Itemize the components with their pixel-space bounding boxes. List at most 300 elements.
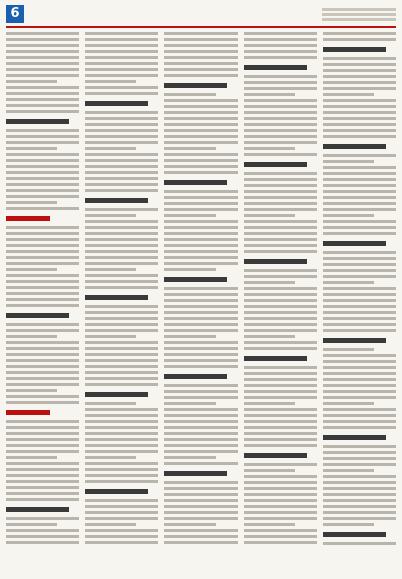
- column-3: [164, 32, 237, 573]
- text-line: [6, 498, 79, 501]
- text-line: [6, 80, 57, 83]
- text-line: [6, 517, 79, 520]
- text-line: [85, 117, 158, 120]
- text-line: [164, 462, 237, 465]
- text-line: [244, 87, 317, 90]
- text-line: [85, 129, 158, 132]
- text-line: [244, 469, 295, 472]
- text-line: [323, 105, 396, 108]
- text-line: [244, 141, 317, 144]
- text-line: [244, 347, 317, 350]
- text-line: [164, 123, 237, 126]
- text-line: [244, 444, 317, 447]
- subhead: [164, 277, 227, 282]
- text-line: [85, 317, 158, 320]
- text-line: [323, 517, 396, 520]
- text-line: [85, 468, 158, 471]
- text-line: [6, 86, 79, 89]
- text-line: [244, 232, 317, 235]
- text-line: [85, 92, 158, 95]
- text-line: [323, 366, 396, 369]
- text-line: [6, 62, 79, 65]
- text-line: [85, 214, 136, 217]
- text-line: [164, 299, 237, 302]
- text-line: [244, 129, 317, 132]
- subhead: [85, 392, 148, 397]
- text-line: [244, 178, 317, 181]
- text-line: [164, 38, 237, 41]
- text-line: [164, 329, 237, 332]
- text-line: [164, 305, 237, 308]
- text-line: [6, 450, 79, 453]
- text-line: [6, 189, 79, 192]
- text-line: [6, 286, 79, 289]
- text-line: [323, 493, 396, 496]
- text-line: [323, 390, 396, 393]
- text-line: [323, 329, 396, 332]
- subhead: [164, 374, 227, 379]
- text-line: [164, 317, 237, 320]
- text-line: [85, 499, 158, 502]
- text-line: [85, 50, 158, 53]
- text-line: [6, 92, 79, 95]
- text-line: [85, 311, 158, 314]
- text-line: [164, 396, 237, 399]
- text-line: [164, 359, 237, 362]
- text-line: [244, 438, 317, 441]
- text-line: [323, 202, 396, 205]
- text-line: [164, 153, 237, 156]
- text-line: [85, 135, 158, 138]
- text-line: [164, 450, 237, 453]
- text-line: [6, 98, 79, 101]
- subhead: [6, 507, 69, 512]
- text-line: [323, 360, 396, 363]
- text-line: [6, 383, 79, 386]
- text-line: [323, 226, 396, 229]
- text-line: [323, 129, 396, 132]
- text-line: [164, 190, 237, 193]
- text-line: [85, 74, 158, 77]
- text-line: [164, 50, 237, 53]
- text-line: [244, 499, 317, 502]
- text-line: [244, 372, 317, 375]
- text-line: [85, 535, 158, 538]
- subhead: [244, 162, 307, 167]
- text-line: [244, 517, 317, 520]
- text-line: [6, 256, 79, 259]
- text-line: [6, 444, 79, 447]
- text-line: [164, 250, 237, 253]
- text-line: [323, 57, 396, 60]
- text-line: [244, 311, 317, 314]
- subhead: [323, 435, 386, 440]
- text-line: [85, 517, 158, 520]
- text-line: [85, 244, 158, 247]
- text-line: [6, 426, 79, 429]
- subhead: [164, 83, 227, 88]
- text-line: [85, 323, 158, 326]
- text-line: [85, 347, 158, 350]
- text-line: [164, 432, 237, 435]
- text-line: [323, 372, 396, 375]
- text-line: [85, 432, 158, 435]
- text-line: [323, 293, 396, 296]
- text-line: [323, 396, 396, 399]
- text-line: [6, 268, 57, 271]
- text-line: [244, 493, 317, 496]
- text-line: [6, 474, 79, 477]
- text-line: [85, 305, 158, 308]
- text-line: [244, 281, 295, 284]
- text-line: [323, 172, 396, 175]
- text-line: [164, 487, 237, 490]
- text-line: [323, 93, 374, 96]
- text-line: [6, 529, 79, 532]
- text-line: [6, 226, 79, 229]
- text-line: [85, 523, 136, 526]
- text-line: [323, 208, 396, 211]
- text-line: [323, 299, 396, 302]
- text-line: [85, 238, 158, 241]
- text-line: [6, 135, 79, 138]
- text-line: [244, 190, 317, 193]
- text-line: [85, 44, 158, 47]
- text-line: [244, 147, 295, 150]
- text-line: [323, 196, 396, 199]
- subhead: [244, 356, 307, 361]
- text-line: [244, 196, 317, 199]
- text-line: [164, 408, 237, 411]
- text-line: [85, 462, 158, 465]
- text-line: [6, 359, 79, 362]
- subhead: [85, 489, 148, 494]
- text-line: [164, 311, 237, 314]
- column-5: [323, 32, 396, 573]
- text-line: [164, 226, 237, 229]
- text-line: [6, 492, 79, 495]
- text-line: [85, 62, 158, 65]
- text-line: [164, 535, 237, 538]
- text-line: [323, 445, 396, 448]
- text-line: [85, 450, 158, 453]
- text-line: [85, 402, 136, 405]
- text-line: [85, 371, 158, 374]
- text-line: [244, 414, 317, 417]
- text-line: [164, 232, 237, 235]
- subhead: [85, 101, 148, 106]
- text-line: [6, 541, 79, 544]
- text-line: [6, 389, 57, 392]
- text-line: [85, 414, 158, 417]
- text-line: [323, 69, 396, 72]
- text-line: [244, 341, 317, 344]
- text-line: [6, 420, 79, 423]
- text-line: [164, 287, 237, 290]
- text-line: [244, 432, 317, 435]
- subhead: [85, 295, 148, 300]
- text-line: [6, 535, 79, 538]
- text-line: [6, 104, 79, 107]
- text-line: [6, 304, 79, 307]
- text-line: [323, 281, 374, 284]
- text-line: [323, 184, 396, 187]
- text-line: [323, 469, 374, 472]
- text-line: [164, 523, 215, 526]
- text-line: [323, 323, 396, 326]
- text-line: [85, 438, 158, 441]
- text-line: [323, 232, 396, 235]
- subhead: [323, 338, 386, 343]
- text-line: [244, 244, 317, 247]
- text-line: [6, 456, 57, 459]
- text-line: [244, 44, 317, 47]
- text-line: [164, 414, 237, 417]
- text-line: [85, 383, 158, 386]
- text-line: [85, 177, 158, 180]
- text-line: [164, 426, 237, 429]
- text-line: [323, 354, 396, 357]
- text-line: [323, 317, 396, 320]
- text-line: [6, 207, 79, 210]
- text-line: [6, 32, 79, 35]
- text-line: [6, 262, 79, 265]
- text-line: [85, 123, 158, 126]
- text-line: [164, 323, 237, 326]
- text-line: [164, 159, 237, 162]
- text-line: [85, 474, 158, 477]
- column-2: [85, 32, 158, 573]
- text-line: [85, 189, 158, 192]
- text-line: [164, 147, 215, 150]
- subhead: [6, 119, 69, 124]
- text-line: [323, 542, 396, 545]
- text-line: [323, 87, 396, 90]
- text-line: [164, 93, 215, 96]
- text-line: [85, 505, 158, 508]
- text-line: [85, 220, 158, 223]
- text-line: [164, 335, 215, 338]
- text-line: [164, 68, 237, 71]
- text-line: [164, 32, 237, 35]
- text-line: [164, 262, 237, 265]
- text-line: [6, 147, 57, 150]
- text-line: [85, 335, 136, 338]
- text-line: [244, 463, 317, 466]
- text-line: [6, 347, 79, 350]
- text-line: [244, 105, 317, 108]
- text-line: [6, 438, 79, 441]
- text-line: [85, 341, 158, 344]
- text-line: [164, 438, 237, 441]
- text-line: [164, 165, 237, 168]
- text-line: [6, 432, 79, 435]
- text-line: [85, 32, 158, 35]
- text-line: [164, 135, 237, 138]
- text-line: [323, 123, 396, 126]
- text-line: [164, 268, 215, 271]
- text-line: [164, 390, 237, 393]
- text-line: [85, 159, 158, 162]
- dateline: [314, 6, 396, 22]
- subhead: [6, 216, 50, 221]
- text-line: [323, 63, 396, 66]
- text-line: [244, 56, 317, 59]
- text-line: [6, 153, 79, 156]
- text-line: [244, 390, 317, 393]
- text-line: [6, 232, 79, 235]
- text-line: [244, 329, 317, 332]
- text-line: [244, 317, 317, 320]
- text-line: [244, 487, 317, 490]
- subhead: [323, 144, 386, 149]
- text-line: [6, 110, 79, 113]
- subhead: [6, 313, 69, 318]
- text-line: [164, 481, 237, 484]
- text-line: [6, 523, 57, 526]
- text-line: [164, 420, 237, 423]
- text-line: [244, 481, 317, 484]
- text-line: [85, 444, 158, 447]
- text-line: [323, 420, 396, 423]
- text-line: [85, 274, 158, 277]
- text-line: [6, 44, 79, 47]
- text-line: [85, 426, 158, 429]
- column-4: [244, 32, 317, 573]
- text-line: [164, 293, 237, 296]
- subhead: [244, 65, 307, 70]
- text-line: [323, 38, 396, 41]
- text-line: [164, 505, 237, 508]
- text-line: [6, 68, 79, 71]
- text-line: [244, 75, 317, 78]
- text-line: [244, 172, 317, 175]
- text-line: [164, 341, 237, 344]
- text-line: [244, 529, 317, 532]
- text-line: [164, 517, 237, 520]
- column-1: [6, 32, 79, 573]
- text-line: [323, 481, 396, 484]
- text-line: [323, 269, 396, 272]
- text-line: [323, 220, 396, 223]
- text-line: [323, 348, 374, 351]
- text-line: [323, 214, 374, 217]
- text-line: [6, 201, 57, 204]
- text-line: [6, 371, 79, 374]
- text-line: [244, 511, 317, 514]
- text-line: [164, 402, 215, 405]
- text-line: [164, 74, 237, 77]
- text-line: [244, 523, 295, 526]
- text-line: [6, 468, 79, 471]
- text-line: [244, 408, 317, 411]
- text-line: [164, 499, 237, 502]
- text-line: [85, 365, 158, 368]
- text-line: [85, 141, 158, 144]
- text-line: [244, 293, 317, 296]
- text-line: [164, 444, 237, 447]
- text-line: [85, 250, 158, 253]
- text-line: [6, 244, 79, 247]
- subhead: [6, 410, 50, 415]
- text-line: [85, 377, 158, 380]
- text-line: [244, 226, 317, 229]
- text-line: [244, 250, 317, 253]
- text-line: [6, 323, 79, 326]
- text-line: [6, 377, 79, 380]
- text-line: [323, 414, 396, 417]
- text-line: [6, 250, 79, 253]
- text-line: [164, 117, 237, 120]
- text-line: [85, 262, 158, 265]
- text-line: [85, 511, 158, 514]
- text-line: [6, 401, 79, 404]
- text-line: [323, 287, 396, 290]
- text-line: [323, 384, 396, 387]
- subhead: [164, 180, 227, 185]
- subhead: [323, 47, 386, 52]
- text-line: [244, 275, 317, 278]
- text-line: [244, 378, 317, 381]
- text-line: [85, 38, 158, 41]
- text-line: [85, 359, 158, 362]
- text-line: [164, 456, 215, 459]
- text-line: [6, 183, 79, 186]
- text-line: [85, 329, 158, 332]
- text-line: [323, 451, 396, 454]
- text-line: [323, 263, 396, 266]
- text-line: [85, 208, 158, 211]
- text-line: [164, 62, 237, 65]
- text-line: [244, 208, 317, 211]
- subhead: [244, 453, 307, 458]
- text-line: [85, 408, 158, 411]
- text-line: [323, 190, 396, 193]
- text-line: [323, 135, 396, 138]
- text-line: [6, 159, 79, 162]
- text-line: [323, 81, 396, 84]
- text-line: [323, 426, 396, 429]
- text-line: [6, 329, 79, 332]
- text-line: [323, 257, 396, 260]
- text-line: [244, 220, 317, 223]
- text-line: [164, 384, 237, 387]
- text-line: [323, 160, 374, 163]
- text-line: [164, 214, 215, 217]
- text-line: [164, 99, 237, 102]
- subhead: [244, 259, 307, 264]
- text-line: [323, 111, 396, 114]
- text-line: [6, 365, 79, 368]
- text-line: [244, 99, 317, 102]
- text-line: [323, 251, 396, 254]
- subhead: [323, 241, 386, 246]
- subhead: [164, 471, 227, 476]
- text-line: [85, 86, 158, 89]
- text-line: [6, 462, 79, 465]
- text-line: [164, 493, 237, 496]
- subhead: [323, 532, 386, 537]
- text-line: [244, 38, 317, 41]
- text-line: [85, 147, 136, 150]
- text-line: [323, 408, 396, 411]
- text-line: [323, 402, 374, 405]
- text-line: [164, 529, 237, 532]
- text-line: [85, 232, 158, 235]
- text-line: [244, 396, 317, 399]
- text-line: [323, 457, 396, 460]
- text-line: [6, 38, 79, 41]
